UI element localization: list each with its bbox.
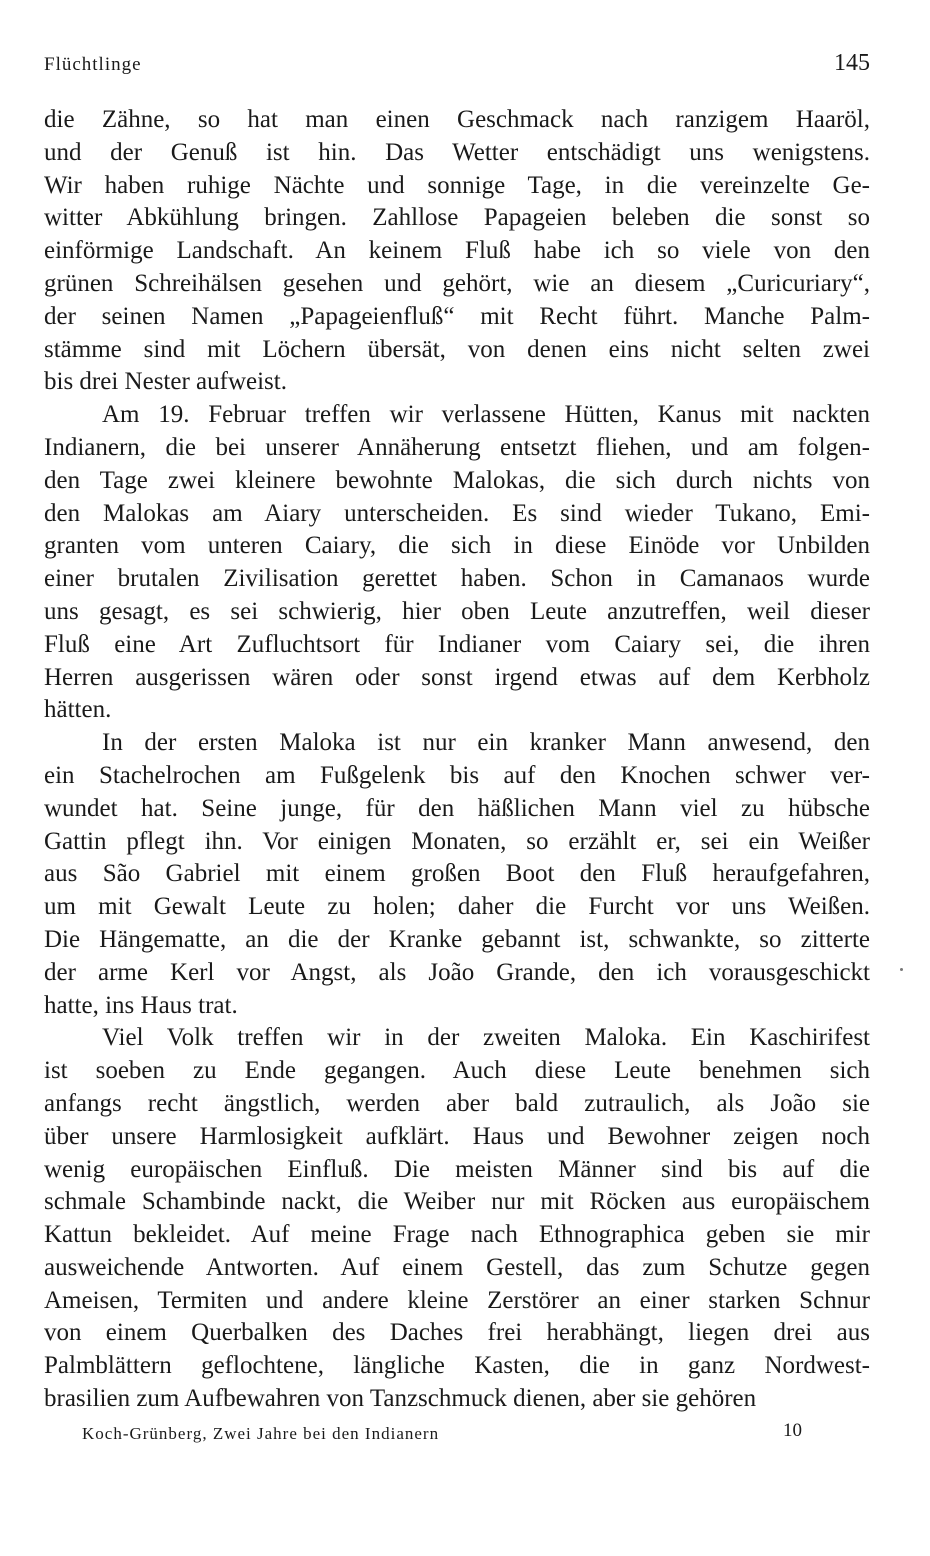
text-line: In der ersten Maloka ist nur ein kranker Mann anwesend, den xyxy=(102,729,870,757)
text-line: hätten. xyxy=(44,696,112,724)
text-line: ausweichende Antworten. Auf einem Gestell, das zum Schutze gegen xyxy=(44,1253,870,1281)
text-line: Kattun bekleidet. Auf meine Frage nach Ethnographica geben sie mir xyxy=(44,1221,870,1249)
text-line: Ameisen, Termiten und andere kleine Zerstörer an einer starken Schnur xyxy=(44,1286,870,1314)
text-line: brasilien zum Aufbewahren von Tanzschmuck dienen, aber sie gehören xyxy=(44,1385,757,1413)
text-line: Indianern, die bei unserer Annäherung entsetzt fliehen, und am folgen- xyxy=(44,433,870,461)
page-footer xyxy=(82,1420,802,1450)
page-number: 145 xyxy=(834,50,870,76)
text-line: Palmblättern geflochtene, längliche Kasten, die in ganz Nordwest- xyxy=(44,1352,870,1380)
text-line: über unsere Harmlosigkeit aufklärt. Haus und Bewohner zeigen noch xyxy=(44,1122,870,1150)
text-line: und der Genuß ist hin. Das Wetter entschädigt uns wenigstens. xyxy=(44,138,870,166)
text-line: bis drei Nester aufweist. xyxy=(44,368,287,396)
text-line: ist soeben zu Ende gegangen. Auch diese Leute benehmen sich xyxy=(44,1057,870,1085)
text-line: den Tage zwei kleinere bewohnte Malokas, die sich durch nichts von xyxy=(44,466,870,494)
text-line: schmale Schambinde nackt, die Weiber nur mit Röcken aus europäischem xyxy=(44,1188,870,1216)
text-line: wenig europäischen Einfluß. Die meisten Männer sind bis auf die xyxy=(44,1155,870,1183)
running-title: Flüchtlinge xyxy=(44,54,142,75)
text-line: Viel Volk treffen wir in der zweiten Maloka. Ein Kaschirifest xyxy=(102,1024,870,1052)
text-line: stämme sind mit Löchern übersät, von denen eins nicht selten zwei xyxy=(44,335,870,363)
sheet-signature: 10 xyxy=(783,1420,802,1441)
ink-speck xyxy=(900,968,903,971)
signature-note: Koch-Grünberg, Zwei Jahre bei den Indianern xyxy=(82,1424,440,1443)
body-text xyxy=(44,104,870,1416)
text-line: der arme Kerl vor Angst, als João Grande, den ich vorausgeschickt xyxy=(44,958,870,986)
text-line: aus São Gabriel mit einem großen Boot den Fluß heraufgefahren, xyxy=(44,860,870,888)
text-line: Herren ausgerissen wären oder sonst irgend etwas auf dem Kerbholz xyxy=(44,663,870,691)
text-line: einer brutalen Zivilisation gerettet haben. Schon in Camanaos wurde xyxy=(44,565,870,593)
text-line: ein Stachelrochen am Fußgelenk bis auf den Knochen schwer ver- xyxy=(44,761,870,789)
text-line: die Zähne, so hat man einen Geschmack nach ranzigem Haaröl, xyxy=(44,106,870,133)
text-line: Gattin pflegt ihn. Vor einigen Monaten, so erzählt er, sei ein Weißer xyxy=(44,827,870,855)
text-line: von einem Querbalken des Daches frei herabhängt, liegen drei aus xyxy=(44,1319,870,1347)
text-line: Wir haben ruhige Nächte und sonnige Tage, in die vereinzelte Ge- xyxy=(44,171,870,199)
text-line: den Malokas am Aiary unterscheiden. Es sind wieder Tukano, Emi- xyxy=(44,499,870,527)
text-line: witter Abkühlung bringen. Zahllose Papageien beleben die sonst so xyxy=(44,204,870,232)
text-line: anfangs recht ängstlich, werden aber bald zutraulich, als João sie xyxy=(44,1089,870,1117)
text-line: um mit Gewalt Leute zu holen; daher die Furcht vor uns Weißen. xyxy=(44,893,870,921)
text-line: der seinen Namen „Papageienfluß“ mit Recht führt. Manche Palm- xyxy=(44,302,870,330)
text-line: hatte, ins Haus trat. xyxy=(44,991,238,1019)
running-head xyxy=(44,50,870,84)
text-line: Fluß eine Art Zufluchtsort für Indianer vom Caiary sei, die ihren xyxy=(44,630,870,658)
text-line: Am 19. Februar treffen wir verlassene Hütten, Kanus mit nackten xyxy=(102,401,870,429)
text-line: einförmige Landschaft. An keinem Fluß habe ich so viele von den xyxy=(44,237,870,265)
text-line: wundet hat. Seine junge, für den häßlichen Mann viel zu hübsche xyxy=(44,794,870,822)
text-line: Die Hängematte, an die der Kranke gebannt ist, schwankte, so zitterte xyxy=(44,925,870,953)
text-line: granten vom unteren Caiary, die sich in diese Einöde vor Unbilden xyxy=(44,532,870,560)
text-line: uns gesagt, es sei schwierig, hier oben Leute anzutreffen, weil dieser xyxy=(44,597,870,625)
text-line: grünen Schreihälsen gesehen und gehört, wie an diesem „Curicuriary“, xyxy=(44,269,870,297)
